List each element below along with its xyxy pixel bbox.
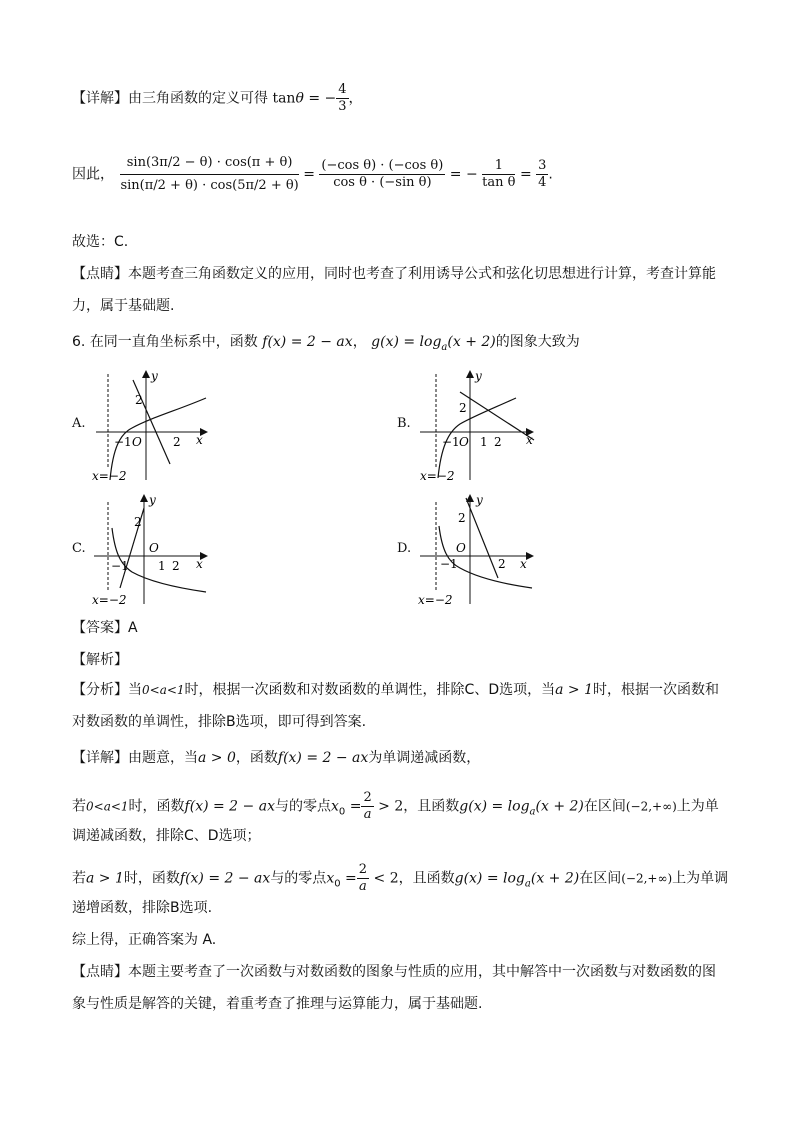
q6-g-sub: a bbox=[441, 341, 448, 353]
origin: O bbox=[149, 541, 159, 555]
detail2-line3 bbox=[72, 826, 261, 846]
d4x0: x bbox=[326, 870, 335, 887]
answer-line bbox=[72, 618, 138, 638]
d2cond: 0<a<1 bbox=[86, 799, 129, 814]
t1: 当 bbox=[128, 682, 142, 698]
d2gsub: a bbox=[529, 806, 536, 818]
tick-1: 1 bbox=[480, 435, 488, 449]
q6-text1: 在同一直角坐标系中，函数 bbox=[89, 334, 258, 350]
d4f: f(x) = 2 − ax bbox=[179, 870, 271, 887]
tan-label: tan bbox=[272, 90, 296, 107]
eq2: = − bbox=[449, 166, 478, 183]
x-label: x bbox=[196, 557, 203, 571]
tail: ， bbox=[348, 90, 363, 107]
eq3: = bbox=[519, 166, 532, 183]
frac-4 bbox=[536, 158, 548, 191]
y-label: y bbox=[475, 369, 482, 383]
d5c: 选项. bbox=[179, 900, 213, 916]
t3: 选项，当 bbox=[499, 682, 556, 698]
d2x0sub: 0 bbox=[338, 806, 346, 818]
d2f: f(x) = 2 − ax bbox=[184, 798, 275, 815]
d2gt: > 2 bbox=[373, 798, 404, 815]
comment2-line1 bbox=[72, 962, 716, 982]
analysis-line1 bbox=[72, 680, 719, 700]
d4e: 在区间 bbox=[579, 870, 622, 887]
question-6 bbox=[72, 332, 580, 358]
comment1-tag: 【点睛】 bbox=[72, 266, 128, 282]
detail2-line2 bbox=[72, 790, 719, 823]
comment2-tag: 【点睛】 bbox=[72, 964, 128, 980]
d2int: (−2,+∞) bbox=[625, 799, 677, 814]
theta: θ bbox=[295, 90, 304, 107]
frac-big-1 bbox=[120, 152, 298, 197]
d4a: 若 bbox=[72, 870, 86, 887]
tick-2-x: 2 bbox=[172, 559, 180, 573]
asym-label: x=−2 bbox=[92, 593, 127, 607]
therefore-line bbox=[72, 152, 553, 197]
y-axis-arrow bbox=[466, 370, 474, 378]
detail-text: 由三角函数的定义可得 bbox=[128, 90, 268, 107]
q6-g-arg: (x + 2) bbox=[447, 334, 496, 350]
y-label: y bbox=[149, 493, 156, 507]
tick-2-x: 2 bbox=[173, 435, 181, 449]
d2x0: x bbox=[330, 798, 339, 815]
tick-2-x: 2 bbox=[498, 557, 506, 571]
d2a: 若 bbox=[72, 798, 86, 815]
origin: O bbox=[132, 435, 142, 449]
comment1-line2: 力，属于基础题. bbox=[72, 298, 175, 314]
d4num: 2 bbox=[358, 862, 368, 877]
frac-big-2-den: cos θ · (−sin θ) bbox=[333, 175, 432, 190]
cond2: a > 1 bbox=[555, 682, 593, 698]
detail-tag: 【详解】 bbox=[72, 90, 128, 107]
detail2-line5 bbox=[72, 898, 212, 918]
tick-2-y: 2 bbox=[459, 401, 467, 415]
d1b: ，函数 bbox=[235, 750, 278, 766]
frac-4-den: 4 bbox=[538, 175, 547, 190]
detail2-tag: 【详解】 bbox=[72, 750, 128, 766]
d4g: g(x) = log bbox=[454, 870, 525, 887]
asym-label: x=−2 bbox=[92, 469, 127, 483]
x-label: x bbox=[196, 433, 203, 447]
option-d-label[interactable]: D. bbox=[397, 541, 412, 556]
y-axis-arrow bbox=[140, 494, 148, 502]
choose-line: 故选：C. bbox=[72, 234, 129, 250]
t2: 时，根据一次函数和对数函数的单调性，排除 bbox=[184, 682, 465, 698]
linear-line bbox=[460, 392, 534, 440]
d4gsub: a bbox=[524, 878, 531, 890]
d4frac bbox=[357, 862, 369, 895]
detail2-line4 bbox=[72, 862, 728, 895]
frac-3 bbox=[482, 158, 515, 191]
d4f2: 上为单调 bbox=[672, 870, 729, 887]
d4den: a bbox=[359, 879, 367, 894]
frac-3-num: 1 bbox=[482, 158, 515, 175]
q6-number: 6. bbox=[72, 334, 86, 350]
d2frac bbox=[361, 790, 373, 823]
graph-d[interactable] bbox=[414, 492, 544, 612]
t6: 选项，即可得到答案. bbox=[235, 714, 367, 730]
tick-2-y: 2 bbox=[135, 393, 143, 407]
q6-g: g(x) = log bbox=[371, 334, 442, 350]
origin: O bbox=[456, 541, 466, 555]
graph-b[interactable] bbox=[414, 368, 544, 488]
d4x0sub: 0 bbox=[334, 878, 341, 890]
d2g: g(x) = log bbox=[459, 798, 530, 815]
analysis-tag: 【解析】 bbox=[72, 652, 128, 668]
d4b: 时，函数 bbox=[123, 870, 180, 887]
detail2-line1 bbox=[72, 748, 480, 768]
x-label: x bbox=[520, 557, 527, 571]
d4garg: (x + 2) bbox=[530, 870, 580, 887]
y-label: y bbox=[476, 493, 483, 507]
q6-f: f(x) = 2 − ax bbox=[262, 334, 353, 350]
answer-tag: 【答案】 bbox=[72, 620, 128, 636]
frac-num: 4 bbox=[338, 82, 347, 97]
graph-a[interactable] bbox=[88, 368, 218, 488]
x-label: x bbox=[526, 433, 533, 447]
tick-neg1: −1 bbox=[114, 435, 132, 449]
d3cd: C、D bbox=[184, 828, 219, 844]
y-axis-arrow bbox=[142, 370, 150, 378]
origin: O bbox=[459, 435, 469, 449]
tick-neg1: −1 bbox=[111, 559, 129, 573]
t4: 时，根据一次函数和 bbox=[593, 682, 719, 698]
b: B bbox=[226, 714, 236, 730]
frac-big-2 bbox=[319, 158, 445, 191]
frac-big-1-den: sin(π/2 + θ) · cos(5π/2 + θ) bbox=[120, 178, 299, 193]
detail-line bbox=[72, 82, 363, 115]
q6-sep: ， bbox=[352, 334, 367, 350]
d3a: 调递减函数，排除 bbox=[72, 828, 184, 844]
d2garg: (x + 2) bbox=[535, 798, 584, 815]
analysis-subtag: 【分析】 bbox=[72, 682, 128, 698]
d1c: a > 0 bbox=[198, 750, 236, 766]
d4eq: = bbox=[340, 870, 357, 887]
graph-c[interactable] bbox=[88, 492, 218, 612]
option-c-label[interactable]: C. bbox=[72, 541, 86, 556]
conclusion-line: 综上得，正确答案为 A. bbox=[72, 932, 217, 948]
cond1: 0<a<1 bbox=[142, 683, 185, 697]
d1e: 为单调递减函数， bbox=[368, 750, 481, 766]
end-dot: . bbox=[548, 166, 553, 183]
comment1-line1 bbox=[72, 264, 716, 284]
option-b-label[interactable]: B. bbox=[397, 416, 411, 431]
asym-label: x=−2 bbox=[420, 469, 455, 483]
analysis-line2 bbox=[72, 712, 366, 732]
tick-neg1: −1 bbox=[440, 557, 458, 571]
d4cond: a > 1 bbox=[86, 870, 124, 887]
option-a-label[interactable]: A. bbox=[72, 416, 86, 431]
frac-big-2-num: (−cos θ) · (−cos θ) bbox=[321, 158, 444, 173]
d4int: (−2,+∞) bbox=[621, 871, 673, 886]
tick-neg1: −1 bbox=[442, 435, 460, 449]
cd: C、D bbox=[464, 682, 500, 698]
d2den: a bbox=[363, 807, 372, 822]
d2f2: 上为单 bbox=[676, 798, 719, 815]
d5b: B bbox=[170, 900, 180, 916]
d2d: ，且函数 bbox=[403, 798, 460, 815]
d1f: f(x) = 2 − ax bbox=[277, 750, 369, 766]
d5a: 递增函数，排除 bbox=[72, 900, 170, 916]
d4d: ，且函数 bbox=[398, 870, 455, 887]
d3b: 选项； bbox=[218, 828, 261, 844]
q6-text2: 的图象大致为 bbox=[495, 334, 580, 350]
answer-value: A bbox=[128, 620, 138, 636]
d2e: 在区间 bbox=[583, 798, 626, 815]
eq1: = bbox=[303, 166, 315, 183]
comment2-text1: 本题主要考查了一次函数与对数函数的图象与性质的应用，其中解答中一次函数与对数函数的图 bbox=[128, 964, 716, 980]
frac-4-3 bbox=[336, 82, 348, 115]
linear-line bbox=[466, 498, 498, 578]
comment2-line2: 象与性质是解答的关键，着重考查了推理与运算能力，属于基础题. bbox=[72, 996, 483, 1012]
y-label: y bbox=[151, 369, 158, 383]
x-axis-arrow bbox=[526, 552, 534, 560]
tick-2-y: 2 bbox=[134, 515, 142, 529]
frac-den: 3 bbox=[338, 99, 347, 114]
frac-big-1-num: sin(3π/2 − θ) · cos(π + θ) bbox=[120, 152, 298, 175]
comment1-text1: 本题考查三角函数定义的应用，同时也考查了利用诱导公式和弦化切思想进行计算，考查计算能 bbox=[128, 266, 716, 282]
frac-3-den: tan θ bbox=[482, 175, 516, 190]
t5: 对数函数的单调性，排除 bbox=[72, 714, 226, 730]
eq: = − bbox=[303, 90, 337, 107]
d2num: 2 bbox=[363, 790, 372, 805]
asym-label: x=−2 bbox=[418, 593, 453, 607]
d2c: 与的零点 bbox=[274, 798, 331, 815]
tick-1: 1 bbox=[158, 559, 166, 573]
d1: 由题意，当 bbox=[128, 750, 198, 766]
frac-4-num: 3 bbox=[538, 158, 547, 173]
d4lt: < 2 bbox=[369, 870, 399, 887]
d4c: 与的零点 bbox=[270, 870, 327, 887]
tick-2-y: 2 bbox=[458, 511, 466, 525]
d2eq: = bbox=[345, 798, 362, 815]
d2b: 时，函数 bbox=[128, 798, 185, 815]
tick-2-x: 2 bbox=[494, 435, 502, 449]
therefore-lead: 因此， bbox=[72, 166, 114, 183]
